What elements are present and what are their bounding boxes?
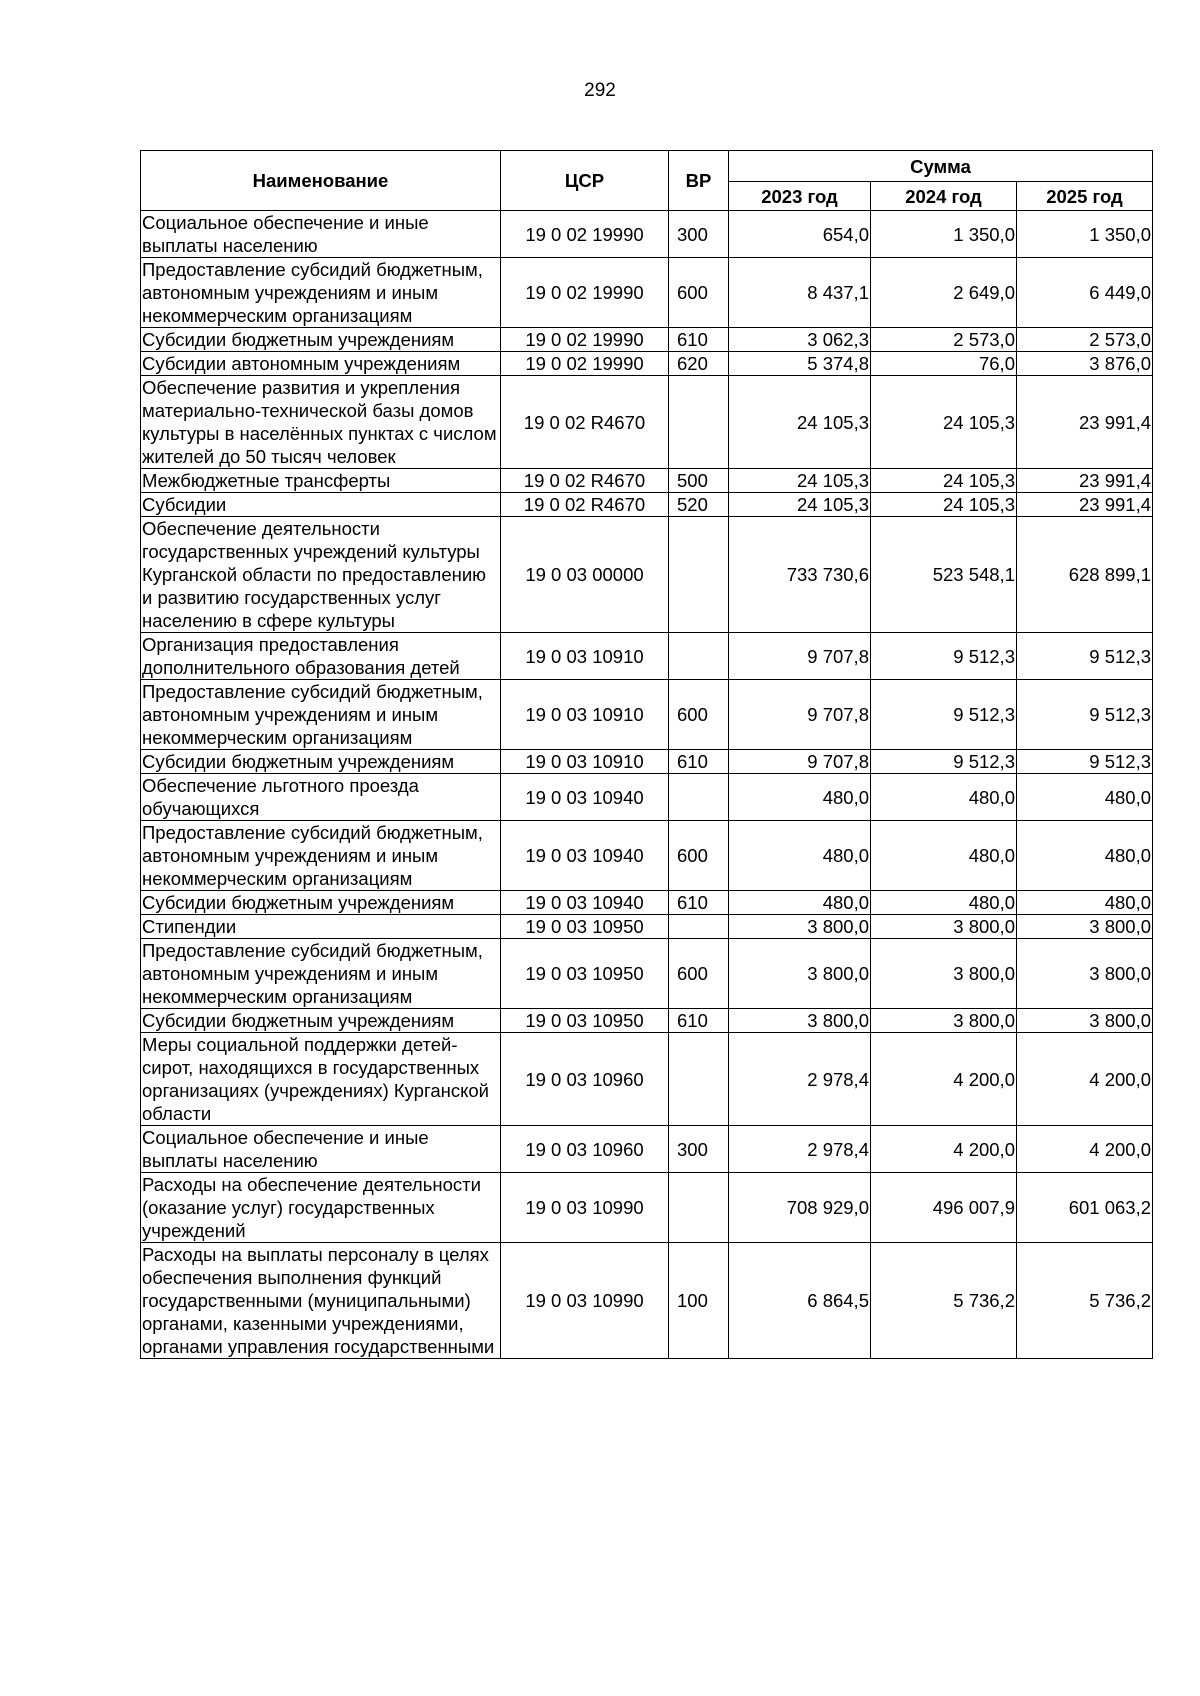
row-sum-2024: 480,0 <box>871 821 1017 891</box>
table-row <box>141 633 1153 680</box>
row-name: Предоставление субсидий бюджетным, автономным учреждениям и иным некоммерческим организациям <box>141 258 501 328</box>
row-vr <box>669 633 729 680</box>
row-csr: 19 0 03 10960 <box>501 1126 669 1173</box>
row-name: Субсидии <box>141 493 501 517</box>
table-row <box>141 352 1153 376</box>
row-csr: 19 0 03 10950 <box>501 1009 669 1033</box>
row-sum-2024: 496 007,9 <box>871 1173 1017 1243</box>
row-vr: 610 <box>669 1009 729 1033</box>
row-name: Субсидии автономным учреждениям <box>141 352 501 376</box>
row-sum-2024: 480,0 <box>871 891 1017 915</box>
row-csr: 19 0 02 R4670 <box>501 376 669 469</box>
row-sum-2024: 24 105,3 <box>871 493 1017 517</box>
row-name: Субсидии бюджетным учреждениям <box>141 1009 501 1033</box>
table-row <box>141 939 1153 1009</box>
row-vr <box>669 774 729 821</box>
row-sum-2023: 480,0 <box>729 821 871 891</box>
row-vr: 600 <box>669 939 729 1009</box>
row-sum-2024: 3 800,0 <box>871 939 1017 1009</box>
row-vr <box>669 1173 729 1243</box>
row-sum-2023: 5 374,8 <box>729 352 871 376</box>
row-sum-2024: 5 736,2 <box>871 1243 1017 1359</box>
row-sum-2025: 3 876,0 <box>1017 352 1153 376</box>
row-vr: 100 <box>669 1243 729 1359</box>
row-sum-2023: 708 929,0 <box>729 1173 871 1243</box>
header-name: Наименование <box>141 151 501 211</box>
header-2024: 2024 год <box>871 182 1017 211</box>
row-sum-2023: 9 707,8 <box>729 750 871 774</box>
row-name: Субсидии бюджетным учреждениям <box>141 328 501 352</box>
row-sum-2024: 1 350,0 <box>871 211 1017 258</box>
row-name: Межбюджетные трансферты <box>141 469 501 493</box>
row-sum-2025: 3 800,0 <box>1017 1009 1153 1033</box>
row-vr: 620 <box>669 352 729 376</box>
row-sum-2023: 9 707,8 <box>729 680 871 750</box>
row-vr <box>669 517 729 633</box>
row-sum-2025: 23 991,4 <box>1017 376 1153 469</box>
row-csr: 19 0 03 10940 <box>501 821 669 891</box>
row-sum-2023: 24 105,3 <box>729 493 871 517</box>
table-row <box>141 258 1153 328</box>
row-sum-2024: 76,0 <box>871 352 1017 376</box>
table-row <box>141 1243 1153 1359</box>
row-sum-2025: 480,0 <box>1017 821 1153 891</box>
row-name: Социальное обеспечение и иные выплаты населению <box>141 1126 501 1173</box>
row-name: Стипендии <box>141 915 501 939</box>
row-sum-2024: 9 512,3 <box>871 680 1017 750</box>
row-sum-2025: 5 736,2 <box>1017 1243 1153 1359</box>
row-vr: 600 <box>669 821 729 891</box>
header-csr: ЦСР <box>501 151 669 211</box>
table-row <box>141 821 1153 891</box>
row-vr: 610 <box>669 891 729 915</box>
row-sum-2023: 8 437,1 <box>729 258 871 328</box>
table-row <box>141 328 1153 352</box>
row-name: Расходы на выплаты персоналу в целях обеспечения выполнения функций государственными (муниципальными) органами, казенными учреждениями, органами управления государственными <box>141 1243 501 1359</box>
row-sum-2023: 24 105,3 <box>729 469 871 493</box>
row-csr: 19 0 03 10990 <box>501 1173 669 1243</box>
row-name: Обеспечение льготного проезда обучающихся <box>141 774 501 821</box>
row-csr: 19 0 03 10910 <box>501 750 669 774</box>
row-csr: 19 0 02 R4670 <box>501 469 669 493</box>
row-name: Предоставление субсидий бюджетным, автономным учреждениям и иным некоммерческим организациям <box>141 821 501 891</box>
row-sum-2024: 24 105,3 <box>871 469 1017 493</box>
row-name: Обеспечение развития и укрепления материально-технической базы домов культуры в населённых пунктах с числом жителей до 50 тысяч человек <box>141 376 501 469</box>
row-csr: 19 0 03 10990 <box>501 1243 669 1359</box>
row-sum-2024: 480,0 <box>871 774 1017 821</box>
row-sum-2025: 23 991,4 <box>1017 493 1153 517</box>
row-vr <box>669 1033 729 1126</box>
row-name: Субсидии бюджетным учреждениям <box>141 891 501 915</box>
row-sum-2025: 9 512,3 <box>1017 633 1153 680</box>
table-row <box>141 1009 1153 1033</box>
row-csr: 19 0 02 19990 <box>501 211 669 258</box>
row-sum-2025: 1 350,0 <box>1017 211 1153 258</box>
row-vr: 300 <box>669 211 729 258</box>
row-csr: 19 0 02 19990 <box>501 328 669 352</box>
row-vr: 500 <box>669 469 729 493</box>
table-row <box>141 469 1153 493</box>
row-csr: 19 0 03 00000 <box>501 517 669 633</box>
table-row <box>141 211 1153 258</box>
row-sum-2025: 9 512,3 <box>1017 750 1153 774</box>
row-vr: 610 <box>669 328 729 352</box>
row-sum-2025: 4 200,0 <box>1017 1126 1153 1173</box>
row-sum-2025: 23 991,4 <box>1017 469 1153 493</box>
row-sum-2023: 480,0 <box>729 891 871 915</box>
row-sum-2023: 3 800,0 <box>729 915 871 939</box>
row-sum-2024: 523 548,1 <box>871 517 1017 633</box>
table-row <box>141 680 1153 750</box>
row-vr: 300 <box>669 1126 729 1173</box>
row-name: Социальное обеспечение и иные выплаты населению <box>141 211 501 258</box>
row-csr: 19 0 03 10910 <box>501 633 669 680</box>
row-sum-2023: 3 062,3 <box>729 328 871 352</box>
row-sum-2024: 3 800,0 <box>871 915 1017 939</box>
row-sum-2023: 654,0 <box>729 211 871 258</box>
header-2023: 2023 год <box>729 182 871 211</box>
row-name: Меры социальной поддержки детей-сирот, находящихся в государственных организациях (учреждениях) Курганской области <box>141 1033 501 1126</box>
row-csr: 19 0 03 10940 <box>501 891 669 915</box>
table-row <box>141 750 1153 774</box>
table-row <box>141 376 1153 469</box>
row-sum-2025: 601 063,2 <box>1017 1173 1153 1243</box>
row-sum-2025: 2 573,0 <box>1017 328 1153 352</box>
row-sum-2023: 24 105,3 <box>729 376 871 469</box>
row-csr: 19 0 03 10950 <box>501 915 669 939</box>
row-csr: 19 0 03 10910 <box>501 680 669 750</box>
row-sum-2023: 480,0 <box>729 774 871 821</box>
page-number: 292 <box>584 80 616 101</box>
row-name: Обеспечение деятельности государственных учреждений культуры Курганской области по предоставлению и развитию государственных услуг населению в сфере культуры <box>141 517 501 633</box>
table-row <box>141 915 1153 939</box>
table-row <box>141 891 1153 915</box>
row-sum-2024: 9 512,3 <box>871 633 1017 680</box>
row-name: Организация предоставления дополнительного образования детей <box>141 633 501 680</box>
row-csr: 19 0 03 10950 <box>501 939 669 1009</box>
row-vr: 600 <box>669 680 729 750</box>
row-sum-2024: 9 512,3 <box>871 750 1017 774</box>
row-sum-2025: 480,0 <box>1017 891 1153 915</box>
row-sum-2024: 2 573,0 <box>871 328 1017 352</box>
row-vr <box>669 915 729 939</box>
row-name: Субсидии бюджетным учреждениям <box>141 750 501 774</box>
row-csr: 19 0 03 10940 <box>501 774 669 821</box>
table-body <box>141 211 1153 1359</box>
header-sum: Сумма <box>729 151 1153 182</box>
row-sum-2023: 733 730,6 <box>729 517 871 633</box>
row-csr: 19 0 02 19990 <box>501 258 669 328</box>
table-row <box>141 1126 1153 1173</box>
table-row <box>141 493 1153 517</box>
row-sum-2025: 3 800,0 <box>1017 939 1153 1009</box>
header-2025: 2025 год <box>1017 182 1153 211</box>
row-sum-2023: 3 800,0 <box>729 939 871 1009</box>
row-sum-2025: 4 200,0 <box>1017 1033 1153 1126</box>
row-sum-2024: 4 200,0 <box>871 1126 1017 1173</box>
table-row <box>141 1173 1153 1243</box>
row-sum-2025: 480,0 <box>1017 774 1153 821</box>
row-sum-2025: 3 800,0 <box>1017 915 1153 939</box>
table-row <box>141 1033 1153 1126</box>
row-name: Предоставление субсидий бюджетным, автономным учреждениям и иным некоммерческим организациям <box>141 680 501 750</box>
row-vr: 600 <box>669 258 729 328</box>
row-sum-2023: 9 707,8 <box>729 633 871 680</box>
row-csr: 19 0 02 R4670 <box>501 493 669 517</box>
row-vr: 610 <box>669 750 729 774</box>
row-sum-2024: 2 649,0 <box>871 258 1017 328</box>
budget-table <box>140 150 1153 1359</box>
row-name: Предоставление субсидий бюджетным, автономным учреждениям и иным некоммерческим организациям <box>141 939 501 1009</box>
row-csr: 19 0 02 19990 <box>501 352 669 376</box>
table-row <box>141 517 1153 633</box>
row-sum-2024: 24 105,3 <box>871 376 1017 469</box>
row-sum-2023: 2 978,4 <box>729 1033 871 1126</box>
row-sum-2024: 4 200,0 <box>871 1033 1017 1126</box>
header-vr: ВР <box>669 151 729 211</box>
row-sum-2025: 628 899,1 <box>1017 517 1153 633</box>
table-row <box>141 774 1153 821</box>
row-sum-2023: 3 800,0 <box>729 1009 871 1033</box>
row-vr <box>669 376 729 469</box>
row-sum-2023: 6 864,5 <box>729 1243 871 1359</box>
row-sum-2023: 2 978,4 <box>729 1126 871 1173</box>
row-sum-2025: 6 449,0 <box>1017 258 1153 328</box>
row-sum-2024: 3 800,0 <box>871 1009 1017 1033</box>
row-vr: 520 <box>669 493 729 517</box>
row-sum-2025: 9 512,3 <box>1017 680 1153 750</box>
row-name: Расходы на обеспечение деятельности (оказание услуг) государственных учреждений <box>141 1173 501 1243</box>
row-csr: 19 0 03 10960 <box>501 1033 669 1126</box>
